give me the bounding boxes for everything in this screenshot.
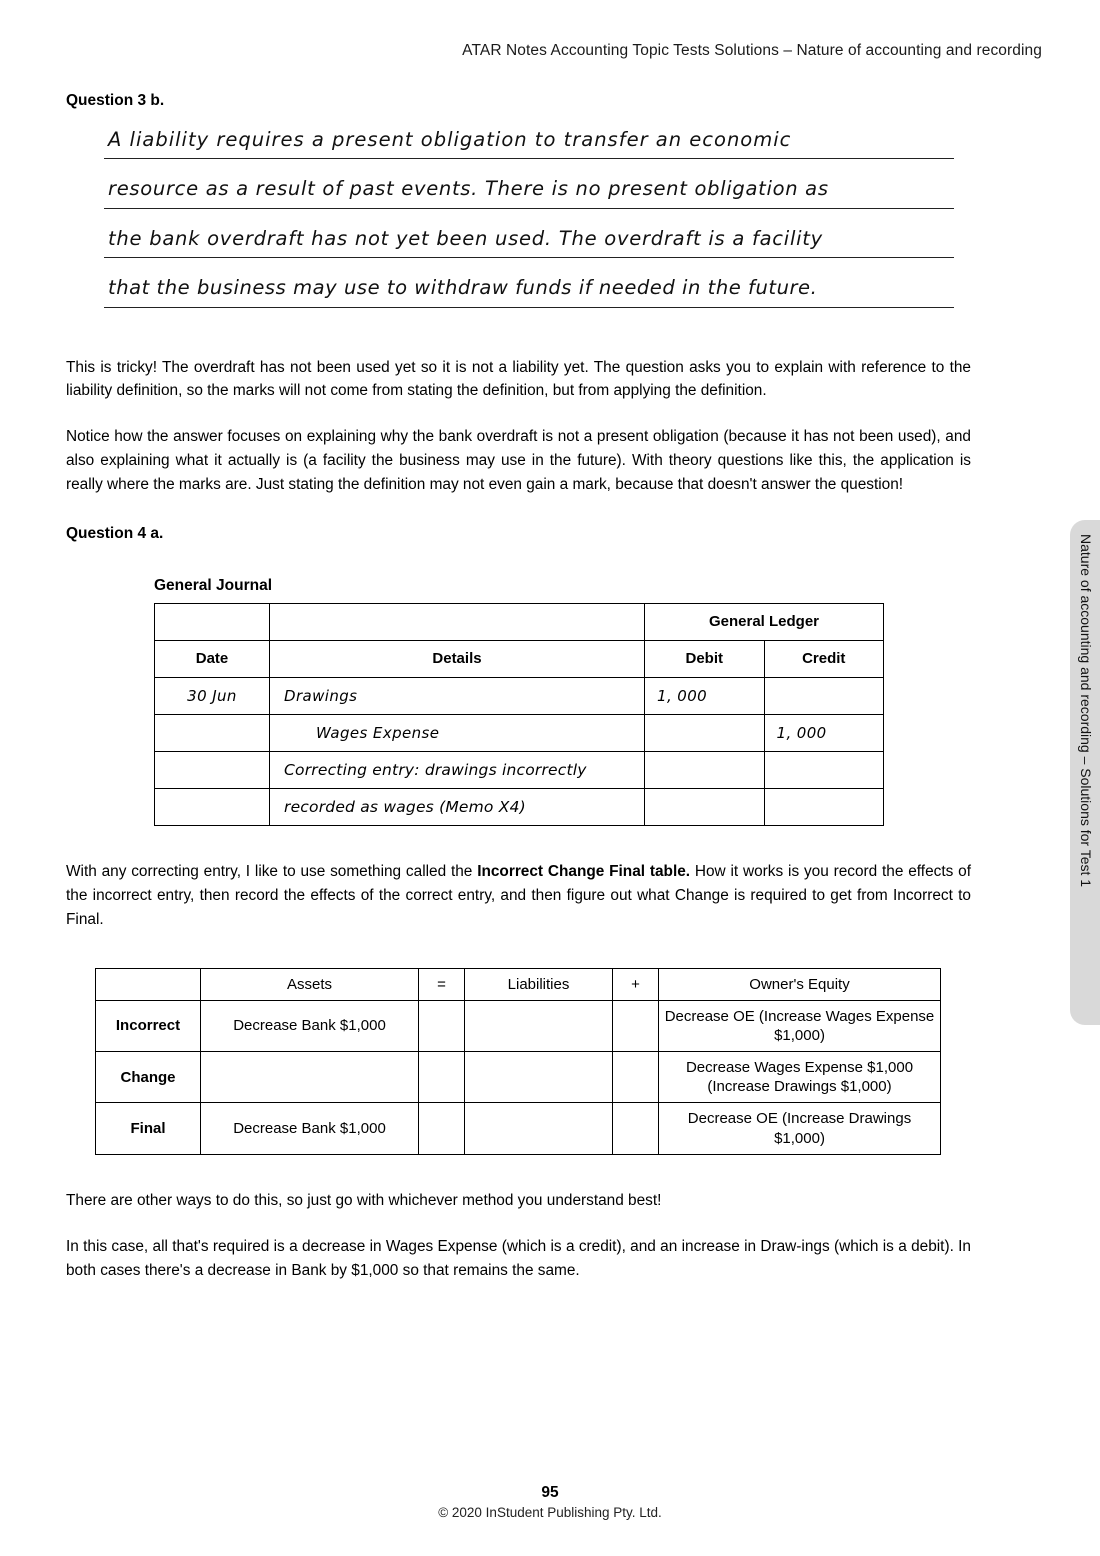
- table-row: [155, 714, 884, 751]
- journal-header-date: Date: [155, 640, 270, 677]
- icf-header-row: [96, 968, 941, 1000]
- journal-cell-date-2: [155, 714, 270, 751]
- handwritten-answer-block: [104, 128, 954, 308]
- icf-cell-liabilities-change: [465, 1052, 613, 1103]
- icf-cell-eq-incorrect: [419, 1000, 465, 1051]
- journal-header-credit: Credit: [764, 640, 884, 677]
- icf-cell-liabilities-incorrect: [465, 1000, 613, 1051]
- side-tab-label: Nature of accounting and recording – Solutions for Test 1: [1078, 534, 1094, 888]
- page-header: ATAR Notes Accounting Topic Tests Solutions – Nature of accounting and recording: [462, 42, 1042, 59]
- journal-cell-debit-1: 1, 000: [645, 677, 765, 714]
- icf-row-label-change: Change: [96, 1052, 201, 1103]
- icf-cell-liabilities-final: [465, 1103, 613, 1154]
- journal-header-row: [155, 640, 884, 677]
- icf-row-label-incorrect: Incorrect: [96, 1000, 201, 1051]
- journal-header-details: Details: [270, 640, 645, 677]
- copyright-notice: © 2020 InStudent Publishing Pty. Ltd.: [438, 1505, 662, 1520]
- chapter-side-tab: [1070, 520, 1100, 1025]
- icf-cell-assets-change: [201, 1052, 419, 1103]
- handwritten-line-1: A liability requires a present obligation to transfer an economic: [104, 128, 954, 159]
- explanation-paragraph-1: This is tricky! The overdraft has not been used yet so it is not a liability yet. The question asks you to explain with reference to the liability definition, so the marks will not come from stating the definition, but from applying the definition.: [66, 358, 971, 400]
- question-3b-label: Question 3 b.: [66, 92, 165, 109]
- icf-cell-plus-incorrect: [613, 1000, 659, 1051]
- icf-cell-assets-incorrect: Decrease Bank $1,000: [201, 1000, 419, 1051]
- journal-group-header-row: [155, 603, 884, 640]
- icf-cell-eq-final: [419, 1103, 465, 1154]
- table-row: [155, 677, 884, 714]
- icf-header-blank: [96, 968, 201, 1000]
- journal-cell-details-2: Wages Expense: [270, 714, 645, 751]
- explanation-paragraph-5: In this case, all that's required is a decrease in Wages Expense (which is a credit), and an increase in Draw-ings (which is a debit). In both cases there's a decrease in Bank by $1,000 so that remains the same.: [66, 1237, 971, 1279]
- question-4a-label: Question 4 a.: [66, 524, 164, 542]
- icf-cell-oe-change: Decrease Wages Expense $1,000 (Increase Drawings $1,000): [659, 1052, 941, 1103]
- icf-cell-assets-final: Decrease Bank $1,000: [201, 1103, 419, 1154]
- icf-cell-oe-incorrect: Decrease OE (Increase Wages Expense $1,000): [659, 1000, 941, 1051]
- journal-cell-debit-2: [645, 714, 765, 751]
- icf-header-owners-equity: Owner's Equity: [659, 968, 941, 1000]
- incorrect-change-final-table: [95, 968, 941, 1155]
- explanation-paragraph-2: Notice how the answer focuses on explaining why the bank overdraft is not a present obligation (because it has not been used), and also explaining what it actually is (a facility the business may use in the future). With theory questions like this, the application is really where the marks are. Just stating the definition may not even gain a mark, because that doesn't answer the question!: [66, 428, 971, 493]
- table-row: [96, 1103, 941, 1154]
- table-row: [96, 1000, 941, 1051]
- table-row: [155, 788, 884, 825]
- journal-header-debit: Debit: [645, 640, 765, 677]
- journal-cell-date-1: 30 Jun: [155, 677, 270, 714]
- general-journal-title: General Journal: [154, 576, 273, 594]
- handwritten-line-2: resource as a result of past events. There is no present obligation as: [104, 177, 954, 208]
- table-row: [96, 1052, 941, 1103]
- page-number: 95: [541, 1484, 559, 1501]
- journal-cell-credit-2: 1, 000: [764, 714, 884, 751]
- page-footer: [0, 1484, 1100, 1520]
- icf-header-liabilities: Liabilities: [465, 968, 613, 1000]
- journal-group-header-general-ledger: General Ledger: [645, 603, 884, 640]
- icf-cell-plus-final: [613, 1103, 659, 1154]
- icf-header-assets: Assets: [201, 968, 419, 1000]
- explanation-paragraph-4: There are other ways to do this, so just go with whichever method you understand best!: [66, 1191, 662, 1209]
- journal-group-blank-2: [270, 603, 645, 640]
- journal-cell-credit-1: [764, 677, 884, 714]
- explanation-paragraph-3: [66, 860, 971, 932]
- icf-row-label-final: Final: [96, 1103, 201, 1154]
- journal-cell-date-3: [155, 751, 270, 788]
- journal-cell-date-4: [155, 788, 270, 825]
- p3-part2: How it works is you record the effects of the incorrect entry, then record the effects of the correct entry, and then figure out what Change is required to get from Incorrect to Final.: [66, 862, 971, 928]
- p3-part1: With any correcting entry, I like to use something called the: [66, 862, 478, 880]
- journal-cell-details-1: Drawings: [270, 677, 645, 714]
- journal-group-blank-1: [155, 603, 270, 640]
- handwritten-line-3: the bank overdraft has not yet been used. The overdraft is a facility: [104, 227, 954, 258]
- journal-cell-credit-4: [764, 788, 884, 825]
- handwritten-line-4: that the business may use to withdraw funds if needed in the future.: [104, 276, 954, 307]
- journal-cell-debit-3: [645, 751, 765, 788]
- journal-cell-debit-4: [645, 788, 765, 825]
- journal-cell-details-4: recorded as wages (Memo X4): [270, 788, 645, 825]
- table-row: [155, 751, 884, 788]
- icf-cell-oe-final: Decrease OE (Increase Drawings $1,000): [659, 1103, 941, 1154]
- journal-cell-details-3: Correcting entry: drawings incorrectly: [270, 751, 645, 788]
- journal-cell-credit-3: [764, 751, 884, 788]
- icf-cell-eq-change: [419, 1052, 465, 1103]
- icf-header-plus: +: [613, 968, 659, 1000]
- p3-bold-term: Incorrect Change Final table.: [477, 862, 691, 880]
- icf-header-equals: =: [419, 968, 465, 1000]
- icf-cell-plus-change: [613, 1052, 659, 1103]
- general-journal-table: [154, 603, 884, 826]
- page-content: [66, 92, 971, 1304]
